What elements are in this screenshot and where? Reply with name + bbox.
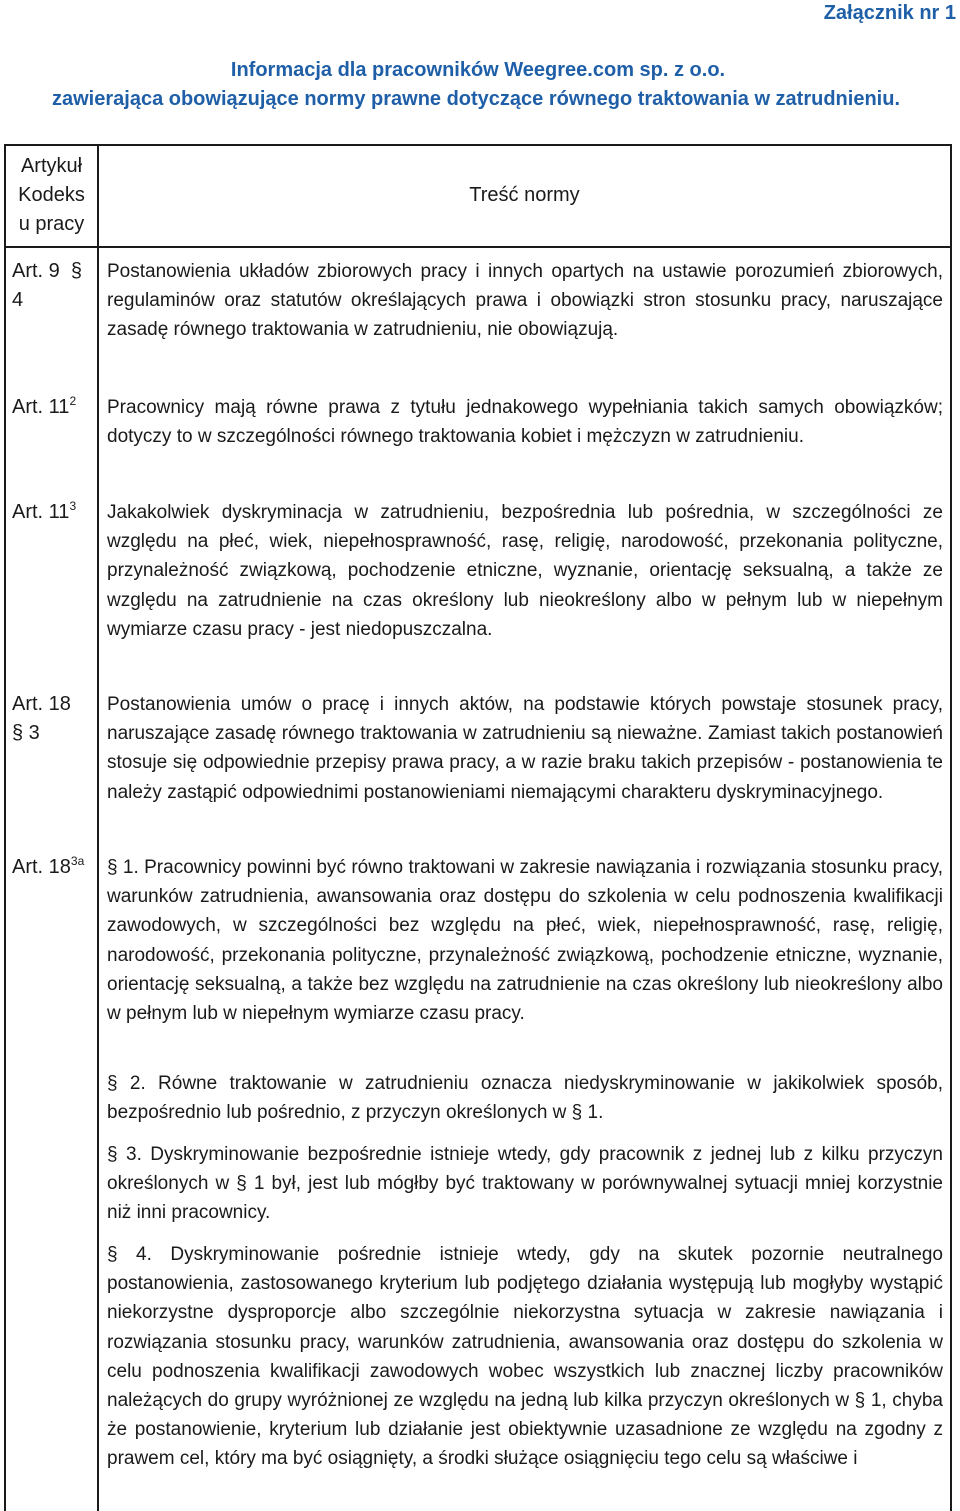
column-header-article-line: u pracy xyxy=(18,213,85,235)
norm-text: Pracownicy mają równe prawa z tytułu jednakowego wypełniania takich samych obowiązków; dotyczy to w szczególności równego traktowania kobiet i mężczyzn w zatrudnieniu. xyxy=(107,397,943,448)
norm-text: Jakakolwiek dyskryminacja w zatrudnieniu, bezpośrednia lub pośrednia, w szczególności ze względu na płeć, wiek, niepełnosprawność, rasę, religię, narodowość, przekonania polityczne, przynależność związkową, pochodzenie etniczne, wyznanie, orientację seksualną, a także ze względu na zatrudnienie na czas określony lub nieokreślony albo w pełnym lub w niepełnym wymiarze czasu pracy - jest niedopuszczalna. xyxy=(107,502,943,640)
norm-text-section-1: § 1. Pracownicy powinni być równo traktowani w zakresie nawiązania i rozwiązania stosunku pracy, warunków zatrudnienia, awansowania oraz dostępu do szkolenia w celu podnoszenia kwalifikacji zawodowych, w szczególności bez względu na płeć, wiek, niepełnosprawność, rasę, religię, narodowość, przekonania polityczne, przynależność związkową, pochodzenie etniczne, wyznanie, orientację seksualną, a także bez względu na zatrudnienie na czas określony lub nieokreślony albo w pełnym lub w niepełnym wymiarze czasu pracy. xyxy=(107,857,943,1025)
article-ref: Art. $11^3$ xyxy=(12,499,77,523)
column-header-article-line: Kodeks xyxy=(18,184,85,206)
article-ref-line2: § 3 xyxy=(12,722,40,744)
table-border-right xyxy=(950,144,952,1511)
table-border-left xyxy=(4,144,6,1511)
table-column-divider xyxy=(97,144,99,1511)
article-superscript: 3 xyxy=(69,499,77,513)
norm-text-section-3: § 3. Dyskryminowanie bezpośrednie istnieje wtedy, gdy pracownik z jednej lub z kilku przyczyn określonych w § 1 był, jest lub mógłby być traktowany w porównywalnej sytuacji mniej korzystnie niż inni pracownicy. xyxy=(107,1144,943,1224)
norm-text: Postanowienia umów o pracę i innych aktów, na podstawie których powstaje stosunek pracy, naruszające zasadę równego traktowania w zatrudnieniu są nieważne. Zamiast takich postanowień stosuje się odpowiednie przepisy prawa pracy, a w razie braku takich przepisów - postanowienia te należy zastąpić odpowiednimi postanowieniami niemającymi charakteru dyskryminacyjnego. xyxy=(107,694,943,803)
article-superscript: 2 xyxy=(69,394,77,408)
table-header-divider xyxy=(4,246,952,248)
document-subtitle: zawierająca obowiązujące normy prawne dotyczące równego traktowania w zatrudnieniu. xyxy=(52,88,900,110)
column-header-article-line: Artykuł xyxy=(20,155,83,177)
article-superscript: 3a xyxy=(70,854,85,868)
norm-text-section-2: § 2. Równe traktowanie w zatrudnieniu oznacza niedyskryminowanie w jakikolwiek sposób, bezpośrednio lub pośrednio, z przyczyn określonych w § 1. xyxy=(107,1073,943,1124)
column-header-article xyxy=(6,152,97,239)
article-ref: Art. $11^2$ xyxy=(12,394,77,418)
annex-label: Załącznik nr 1 xyxy=(823,2,956,24)
article-ref-line1: Art. 9 § xyxy=(12,260,83,282)
article-ref-line1: Art. 18 xyxy=(12,693,71,715)
article-ref: Art. $18^{3a}$ xyxy=(12,854,85,878)
norm-text-section-4: § 4. Dyskryminowanie pośrednie istnieje wtedy, gdy na skutek pozornie neutralnego postanowienia, zastosowanego kryterium lub podjętego działania występują lub mogłyby wystąpić niekorzystne dysproporcje albo szczególnie niekorzystna sytuacja w zakresie nawiązania i rozwiązania stosunku pracy, warunków zatrudnienia, awansowania oraz dostępu do szkolenia w celu podnoszenia kwalifikacji zawodowych wobec wszystkich lub znacznej liczby pracowników należących do grupy wyróżnionej ze względu na jedną lub kilka przyczyn określonych w § 1, chyba że postanowienie, kryterium lub działanie jest obiektywnie uzasadnione ze względu na zgodny z prawem cel, który ma być osiągnięty, a środki służące osiągnięciu tego celu są właściwe i xyxy=(107,1244,943,1470)
column-header-content: Treść normy xyxy=(469,184,580,206)
document-title: Informacja dla pracowników Weegree.com sp. z o.o. xyxy=(230,59,726,81)
table-border-top xyxy=(4,144,952,146)
norm-text: Postanowienia układów zbiorowych pracy i innych opartych na ustawie porozumień zbiorowych, regulaminów oraz statutów określających prawa i obowiązki stron stosunku pracy, naruszające zasadę równego traktowania w zatrudnieniu, nie obowiązują. xyxy=(107,261,943,341)
article-ref xyxy=(12,257,82,315)
article-ref xyxy=(12,690,71,748)
article-ref-line2: 4 xyxy=(12,289,24,311)
